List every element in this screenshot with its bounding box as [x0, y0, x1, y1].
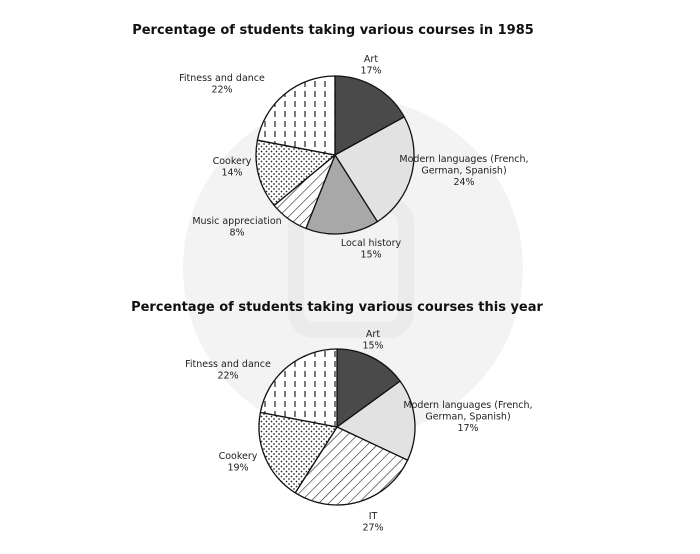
slice-name: German, Spanish)	[421, 165, 507, 177]
slice-value: 15%	[362, 340, 384, 352]
slice-value: 8%	[229, 227, 245, 239]
slice-value: 19%	[227, 462, 249, 474]
slice-value: 17%	[360, 65, 382, 77]
slice-name: IT	[368, 511, 378, 522]
slice-name: Modern languages (French,	[403, 400, 533, 411]
slice-name: German, Spanish)	[425, 411, 511, 423]
slice-value: 27%	[362, 522, 384, 534]
slice-name: Cookery	[212, 156, 252, 167]
slice-value: 24%	[453, 177, 475, 188]
slice-label-art	[360, 54, 381, 77]
slice-value: 22%	[211, 84, 233, 96]
slice-value: 17%	[457, 423, 479, 434]
slice-name: Music appreciation	[192, 216, 282, 227]
slice-name: Modern languages (French,	[399, 154, 529, 165]
slice-name: Local history	[340, 238, 402, 249]
slice-label-fitness-and-dance	[179, 73, 265, 96]
chart-title-1985: Percentage of students taking various courses in 1985	[132, 23, 534, 38]
slice-value: 22%	[217, 370, 239, 382]
slice-label-it	[362, 511, 383, 534]
slice-name: Cookery	[218, 451, 258, 462]
slice-name: Art	[363, 54, 379, 65]
chart-title-this-year: Percentage of students taking various courses this year	[131, 300, 543, 315]
slice-name: Fitness and dance	[179, 73, 265, 84]
slice-label-cookery	[219, 451, 258, 474]
slice-value: 15%	[360, 249, 382, 261]
slice-value: 14%	[221, 167, 243, 179]
slice-name: Art	[365, 329, 381, 340]
slice-name: Fitness and dance	[185, 359, 271, 370]
